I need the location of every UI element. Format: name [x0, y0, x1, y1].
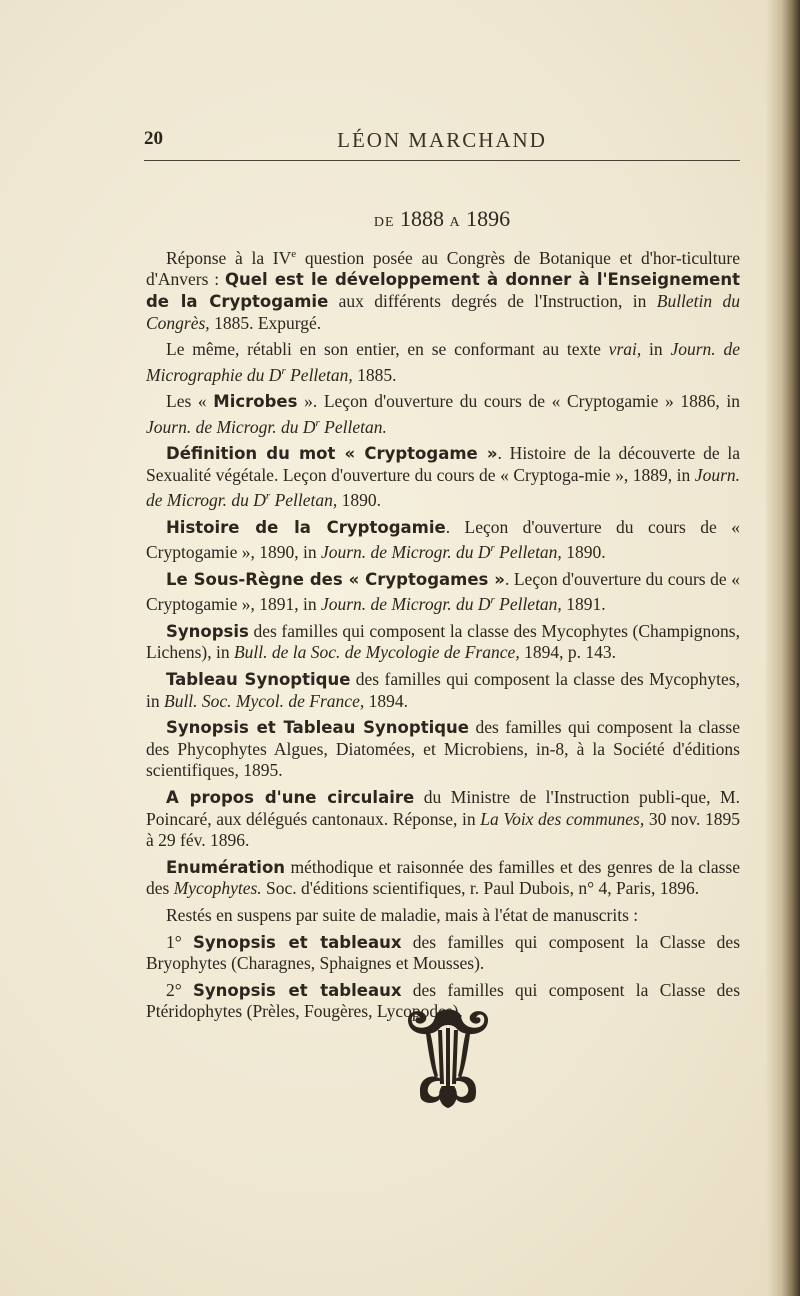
entry-title: Histoire de la Cryptogamie	[166, 517, 446, 537]
fleuron-ornament-icon	[400, 1006, 496, 1110]
entry-1: Réponse à la IVe question posée au Congrès de Botanique et d'hor-ticulture d'Anvers : Quel est le développement à donner à l'Enseignement de la Cryptogamie aux différents degrés de l'Instruction, in Bulletin du Congrès, 1885. Expurgé.	[146, 247, 741, 333]
entry-title: Enumération	[166, 857, 286, 877]
entry-title: Le Sous-Règne des « Cryptogames »	[166, 569, 505, 589]
entry-9: Synopsis et Tableau Synoptique des familles qui composent la classe des Phycophytes Algues, Diatomées, et Microbiens, in-8, à la Société d'éditions scientifiques, 1895.	[146, 717, 740, 781]
entry-title: Microbes	[213, 392, 298, 412]
entry-13: 1° Synopsis et tableaux des familles qui composent la Classe des Bryophytes (Charagnes, Sphaignes et Mousses).	[146, 931, 741, 974]
entry-14: 2° Synopsis et tableaux des familles qui composent la Classe des Ptéridophytes (Prèles, Fougères, Lycopodes).	[146, 979, 741, 1022]
page-number: 20	[144, 128, 163, 149]
entry-4: Définition du mot « Cryptogame ». Histoire de la découverte de la Sexualité végétale. Leçon d'ouverture du cours de « Cryptoga-mie », 1889, in Journ. de Microgr. du $D^r$ Pelletan, 1890.	[146, 443, 740, 511]
entry-title: Synopsis et Tableau Synoptique	[166, 718, 469, 738]
book-spine-shadow	[766, 0, 800, 1296]
entry-8: Tableau Synoptique des familles qui composent la classe des Mycophytes, in Bull. Soc. Mycol. de France, 1894.	[146, 669, 741, 711]
entry-title: Quel est le développement à donner à l'Enseignement de la Cryptogamie	[146, 270, 740, 312]
entry-11: Enumération méthodique et raisonnée des familles et des genres de la classe des Mycophytes. Soc. d'éditions scientifiques, r. Paul Dubois, n° 4, Paris, 1896.	[146, 856, 740, 899]
entry-7: Synopsis des familles qui composent la classe des Mycophytes (Champignons, Lichens), in Bull. de la Soc. de Mycologie de France, 1894, p. 143.	[146, 620, 740, 663]
entry-10: A propos d'une circulaire du Ministre de l'Instruction publi-que, M. Poincaré, aux délégués cantonaux. Réponse, in La Voix des communes, 30 nov. 1895 à 29 fév. 1896.	[146, 787, 741, 851]
entry-title: Définition du mot « Cryptogame »	[166, 444, 498, 464]
bibliography-list	[146, 244, 740, 1028]
header-rule	[144, 160, 740, 161]
entry-2: Le même, rétabli en son entier, en se conformant au texte vrai, in Journ. de Micrographie du $D^r$ Pelletan, 1885.	[146, 339, 740, 385]
item-number: 1°	[166, 931, 182, 952]
section-title-year-end: 1896	[466, 206, 511, 231]
entry-title: A propos d'une circulaire	[166, 788, 415, 808]
entry-3: Les « Microbes ». Leçon d'ouverture du cours de « Cryptogamie » 1886, in Journ. de Microgr. du $D^r$ Pelletan.	[146, 391, 740, 437]
entry-6: Le Sous-Règne des « Cryptogames ». Leçon d'ouverture du cours de « Cryptogamie », 1891, in Journ. de Microgr. du $D^r$ Pelletan, 1891.	[146, 568, 740, 615]
entry-title: Tableau Synoptique	[166, 670, 351, 690]
section-title-year-start: 1888	[400, 206, 445, 231]
item-number: 2°	[166, 979, 182, 1000]
entry-title: Synopsis et tableaux	[193, 980, 402, 1000]
entry-5: Histoire de la Cryptogamie. Leçon d'ouverture du cours de « Cryptogamie », 1890, in Journ. de Microgr. du $D^r$ Pelletan, 1890.	[146, 516, 740, 563]
running-title: LÉON MARCHAND	[337, 128, 547, 152]
section-title	[144, 206, 740, 232]
entry-title: Synopsis	[166, 621, 249, 641]
running-head	[144, 128, 740, 158]
section-title-a: A	[449, 215, 461, 230]
entry-12-manuscripts-note: Restés en suspens par suite de maladie, mais à l'état de manuscrits :	[166, 905, 639, 925]
entry-title: Synopsis et tableaux	[193, 932, 402, 952]
section-title-prefix: DE	[373, 215, 395, 230]
